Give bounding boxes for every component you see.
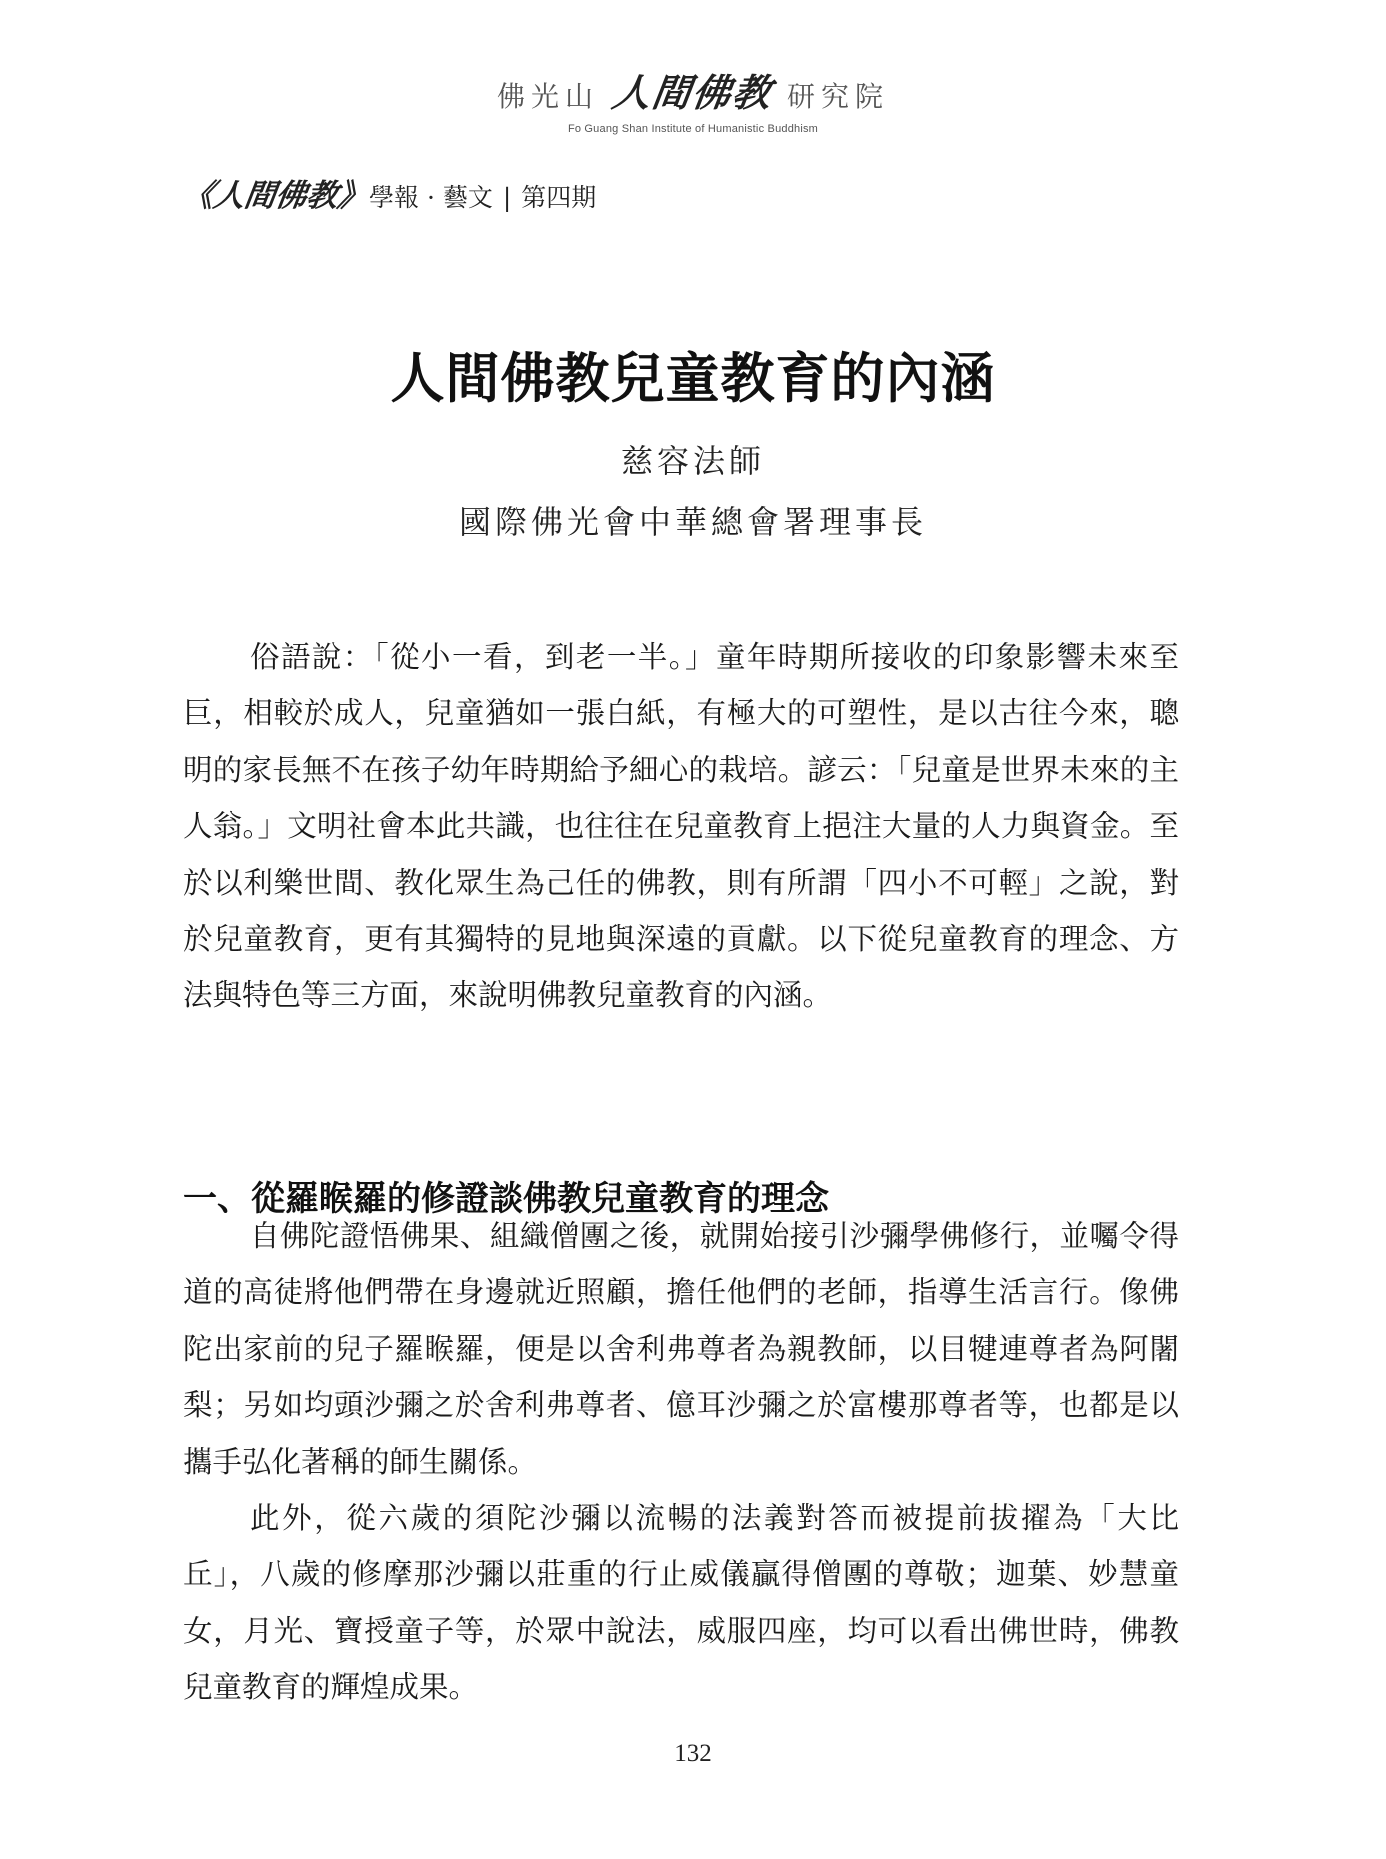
running-head-separator: | [502,183,512,212]
institute-header [0,62,1386,135]
article-title: 人間佛教兒童教育的內涵 [390,346,996,411]
institute-brand-calligraphy: 人間佛教 [609,71,776,115]
institute-suffix: 研究院 [787,80,890,113]
author-name: 慈容法師 [620,442,765,480]
institute-logo [0,62,1386,117]
page-number: 132 [674,1740,712,1767]
intro-paragraph: 俗語說：「從小一看，到老一半。」童年時期所接收的印象影響未來至巨，相較於成人，兒童猶如一張白紙，有極大的可塑性，是以古往今來，聰明的家長無不在孩子幼年時期給予細心的栽培。諺云：「兒童是世界未來的主人翁。」文明社會本此共識，也往往在兒童教育上挹注大量的人力與資金。至於以利樂世間、教化眾生為己任的佛教，則有所謂「四小不可輕」之說，對於兒童教育，更有其獨特的見地與深遠的貢獻。以下從兒童教育的理念、方法與特色等三方面，來說明佛教兒童教育的內涵。 [183,640,1179,1013]
journal-issue: 第四期 [521,183,597,212]
journal-name: 學報 · 藝文 [369,183,493,212]
institute-prefix: 佛光山 [496,80,599,113]
running-head [179,170,597,215]
body-paragraph: 此外，從六歲的須陀沙彌以流暢的法義對答而被提前拔擢為「大比丘」，八歲的修摩那沙彌以莊重的行止威儀贏得僧團的尊敬；迦葉、妙慧童女，月光、寶授童子等，於眾中說法，威服四座，均可以看出佛世時，佛教兒童教育的輝煌成果。 [183,1501,1179,1705]
section-heading: 一、從羅睺羅的修證談佛教兒童教育的理念 [183,1179,829,1220]
institute-english-name: Fo Guang Shan Institute of Humanistic Buddhism [567,123,819,135]
body-paragraph: 自佛陀證悟佛果、組織僧團之後，就開始接引沙彌學佛修行，並囑令得道的高徒將他們帶在身邊就近照顧，擔任他們的老師，指導生活言行。像佛陀出家前的兒子羅睺羅，便是以舍利弗尊者為親教師，以目犍連尊者為阿闍梨；另如均頭沙彌之於舍利弗尊者、億耳沙彌之於富樓那尊者等，也都是以攜手弘化著稱的師生關係。 [183,1219,1179,1479]
author-affiliation: 國際佛光會中華總會署理事長 [458,503,927,541]
journal-brand: 《人間佛教》 [179,178,372,214]
